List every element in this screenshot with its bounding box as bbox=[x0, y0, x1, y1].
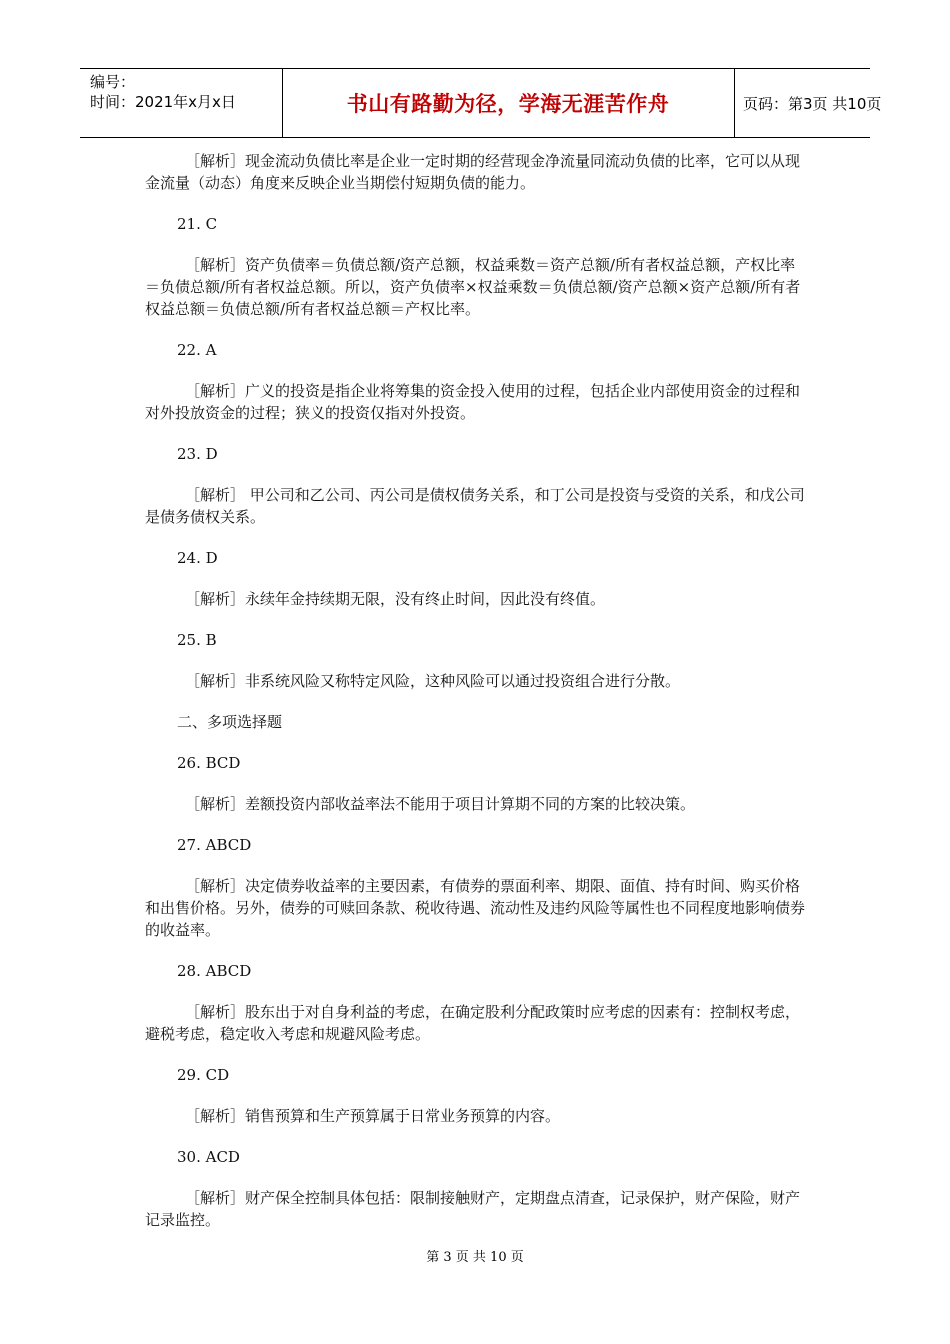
explanation-28: ［解析］股东出于对自身利益的考虑，在确定股利分配政策时应考虑的因素有：控制权考虑，避税考虑，稳定收入考虑和规避风险考虑。 bbox=[145, 1003, 801, 1043]
explanation-29: ［解析］销售预算和生产预算属于日常业务预算的内容。 bbox=[185, 1107, 561, 1125]
answer-24: 24. D bbox=[177, 549, 218, 567]
page-header bbox=[80, 68, 882, 138]
page-footer: 第 3 页 共 10 页 bbox=[426, 1250, 524, 1265]
answer-30: 30. ACD bbox=[177, 1148, 240, 1166]
answer-26: 26. BCD bbox=[177, 754, 241, 772]
answer-27: 27. ABCD bbox=[177, 836, 252, 854]
header-motto: 书山有路勤为径，学海无涯苦作舟 bbox=[346, 92, 670, 116]
explanation-23: ［解析］ 甲公司和乙公司、丙公司是债权债务关系，和丁公司是投资与受资的关系，和戊公司是债务债权关系。 bbox=[145, 486, 805, 526]
section-heading-multiple-choice: 二、多项选择题 bbox=[177, 713, 283, 731]
document-number-label: 编号： bbox=[90, 73, 136, 91]
answer-22: 22. A bbox=[177, 341, 217, 359]
document-date: 时间：2021年x月x日 bbox=[90, 93, 236, 111]
explanation-30: ［解析］财产保全控制具体包括：限制接触财产，定期盘点清查，记录保护，财产保险，财产记录监控。 bbox=[145, 1189, 801, 1229]
answer-28: 28. ABCD bbox=[177, 962, 252, 980]
explanation-25: ［解析］非系统风险又称特定风险，这种风险可以通过投资组合进行分散。 bbox=[185, 672, 681, 690]
answer-29: 29. CD bbox=[177, 1066, 230, 1084]
answer-25: 25. B bbox=[177, 631, 217, 649]
header-left-cell bbox=[80, 69, 283, 137]
header-center-cell bbox=[282, 69, 735, 137]
header-page-info: 页码：第3页 共10页 bbox=[743, 94, 882, 113]
explanation-21: ［解析］资产负债率＝负债总额/资产总额，权益乘数＝资产总额/所有者权益总额，产权比率＝负债总额/所有者权益总额。所以，资产负债率×权益乘数＝负债总额/资产总额×资产总额/所有者权益总额＝负债总额/所有者权益总额＝产权比率。 bbox=[145, 256, 801, 318]
header-right-cell bbox=[735, 69, 882, 137]
explanation-24: ［解析］永续年金持续期无限，没有终止时间，因此没有终值。 bbox=[185, 590, 606, 608]
answer-23: 23. D bbox=[177, 445, 218, 463]
explanation-26: ［解析］差额投资内部收益率法不能用于项目计算期不同的方案的比较决策。 bbox=[185, 795, 696, 813]
explanation-20: ［解析］现金流动负债比率是企业一定时期的经营现金净流量同流动负债的比率，它可以从现金流量（动态）角度来反映企业当期偿付短期负债的能力。 bbox=[145, 152, 801, 192]
explanation-27: ［解析］决定债券收益率的主要因素，有债券的票面利率、期限、面值、持有时间、购买价格和出售价格。另外，债券的可赎回条款、税收待遇、流动性及违约风险等属性也不同程度地影响债券的收益率。 bbox=[145, 877, 806, 939]
explanation-22: ［解析］广义的投资是指企业将筹集的资金投入使用的过程，包括企业内部使用资金的过程和对外投放资金的过程；狭义的投资仅指对外投资。 bbox=[145, 382, 801, 422]
answer-21: 21. C bbox=[177, 215, 218, 233]
document-body bbox=[145, 150, 805, 1231]
